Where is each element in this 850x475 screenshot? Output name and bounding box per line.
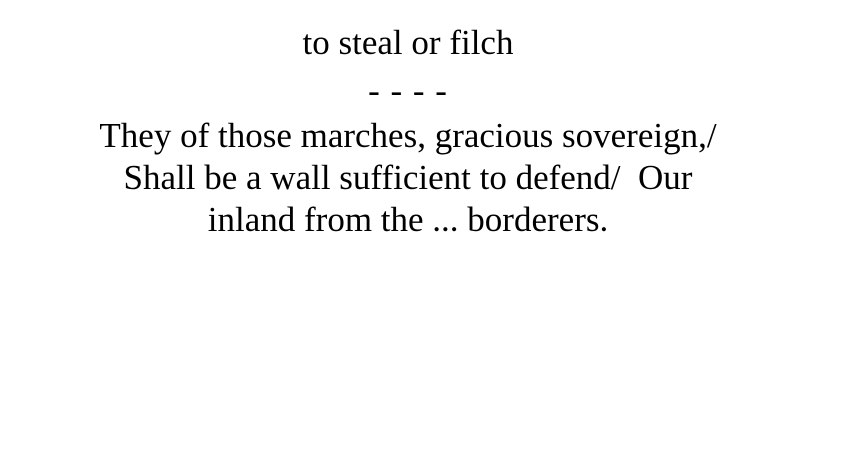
definition-text: to steal or filch [302, 23, 514, 62]
quote-line-3: inland from the ... borderers. [207, 200, 609, 239]
separator-dashes: - - - - [368, 71, 448, 110]
quote-line-1: They of those marches, gracious sovereign,/ [99, 116, 717, 155]
quote-line-2: Shall be a wall sufficient to defend/ Our [123, 158, 693, 197]
quotation [0, 115, 816, 241]
